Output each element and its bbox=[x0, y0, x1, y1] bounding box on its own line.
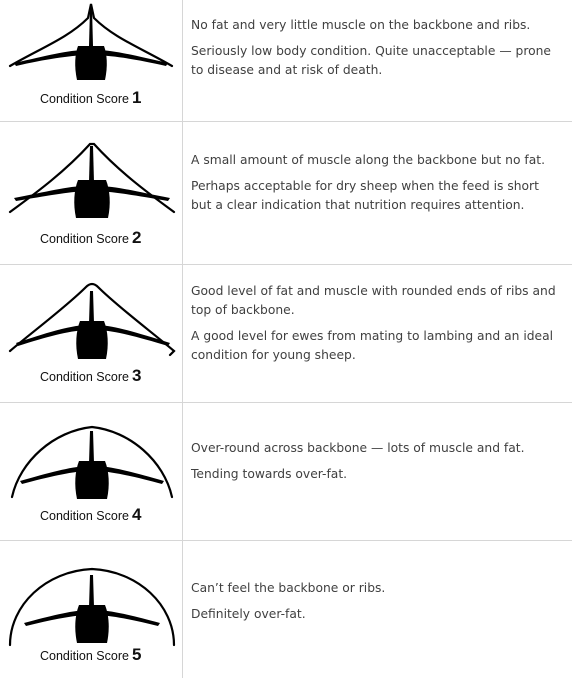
spine-cross-section-score-2-diagram bbox=[6, 138, 178, 230]
condition-score-label-2 bbox=[40, 228, 141, 248]
description-line-1: A small amount of muscle along the backbone but no fat. bbox=[191, 153, 545, 167]
condition-score-row-5 bbox=[0, 541, 572, 678]
description-cell-1 bbox=[191, 16, 563, 87]
diagram-cell-1 bbox=[0, 0, 182, 121]
description-line-1: No fat and very little muscle on the backbone and ribs. bbox=[191, 18, 531, 32]
description-line-1: Good level of fat and muscle with rounded ends of ribs and top of backbone. bbox=[191, 284, 556, 317]
condition-score-label-3 bbox=[40, 366, 141, 386]
condition-score-label-1 bbox=[40, 88, 141, 108]
description-cell-5 bbox=[191, 579, 563, 631]
condition-score-label-4 bbox=[40, 505, 141, 525]
diagram-cell-2 bbox=[0, 122, 182, 264]
score-caption: Condition Score bbox=[40, 649, 129, 663]
spine-cross-section-score-1-diagram bbox=[6, 0, 178, 92]
description-cell-3 bbox=[191, 282, 563, 372]
condition-score-label-5 bbox=[40, 645, 141, 665]
diagram-cell-4 bbox=[0, 403, 182, 540]
description-line-2: Tending towards over-fat. bbox=[191, 467, 348, 481]
condition-score-row-4 bbox=[0, 403, 572, 541]
condition-score-row-1 bbox=[0, 0, 572, 122]
condition-score-row-3 bbox=[0, 265, 572, 403]
score-number: 5 bbox=[131, 645, 142, 664]
score-caption: Condition Score bbox=[40, 509, 129, 523]
description-line-1: Can’t feel the backbone or ribs. bbox=[191, 581, 386, 595]
description-line-2: Seriously low body condition. Quite unacceptable — prone to disease and at risk of death. bbox=[191, 44, 552, 77]
score-caption: Condition Score bbox=[40, 370, 129, 384]
description-line-1: Over-round across backbone — lots of muscle and fat. bbox=[191, 441, 525, 455]
score-number: 2 bbox=[131, 228, 142, 247]
score-caption: Condition Score bbox=[40, 92, 129, 106]
score-number: 4 bbox=[131, 505, 142, 524]
score-caption: Condition Score bbox=[40, 232, 129, 246]
description-cell-2 bbox=[191, 151, 563, 222]
description-line-2: Perhaps acceptable for dry sheep when the feed is short but a clear indication that nutrition requires attention. bbox=[191, 179, 539, 212]
spine-cross-section-score-4-diagram bbox=[6, 417, 178, 509]
description-line-2: Definitely over-fat. bbox=[191, 607, 306, 621]
diagram-cell-5 bbox=[0, 541, 182, 678]
condition-score-row-2 bbox=[0, 122, 572, 265]
description-line-2: A good level for ewes from mating to lambing and an ideal condition for young sheep. bbox=[191, 329, 554, 362]
diagram-cell-3 bbox=[0, 265, 182, 402]
description-cell-4 bbox=[191, 439, 563, 491]
score-number: 3 bbox=[131, 366, 142, 385]
spine-cross-section-score-3-diagram bbox=[6, 279, 178, 371]
score-number: 1 bbox=[131, 88, 142, 107]
spine-cross-section-score-5-diagram bbox=[6, 559, 178, 651]
